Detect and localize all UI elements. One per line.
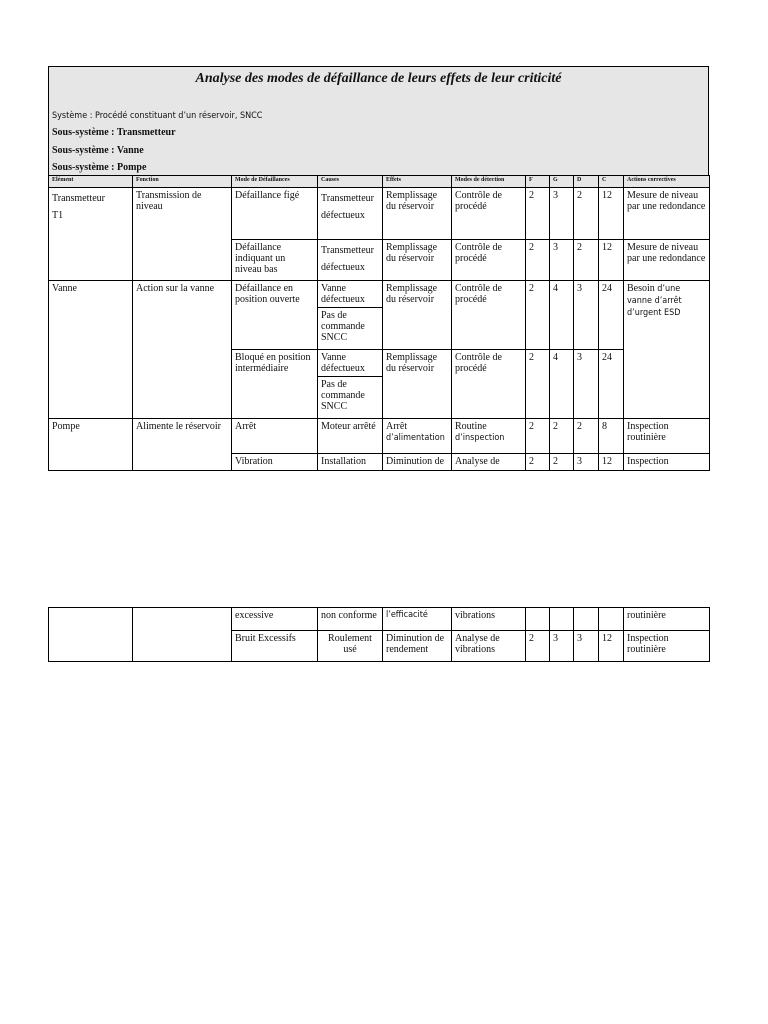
column-header: Fonction bbox=[133, 176, 232, 188]
frequency-cell: 2 bbox=[526, 188, 550, 240]
cause-cell: Vanne défectueux bbox=[318, 281, 383, 308]
detection-cell: Analyse de vibrations bbox=[452, 631, 526, 662]
table-header-row bbox=[49, 176, 710, 188]
function-cell bbox=[133, 608, 232, 662]
effect-cell: Arrêt d’alimentation bbox=[383, 419, 452, 454]
table-row bbox=[49, 419, 710, 454]
cause-cell: Pas de commande SNCC bbox=[318, 308, 383, 350]
action-cell: Mesure de niveau par une redondance bbox=[624, 188, 710, 240]
frequency-cell: 2 bbox=[526, 454, 550, 471]
effect-cell: Diminution de bbox=[383, 454, 452, 471]
cause-cell: Roulement usé bbox=[318, 631, 383, 662]
detection-cell: Contrôle de procédé bbox=[452, 240, 526, 281]
function-cell: Alimente le réservoir bbox=[133, 419, 232, 471]
frequency-cell: 2 bbox=[526, 419, 550, 454]
effect-cell: Remplissage du réservoir bbox=[383, 281, 452, 350]
action-cell: Inspection routinière bbox=[624, 419, 710, 454]
action-cell: routinière bbox=[624, 608, 710, 631]
column-header: F bbox=[526, 176, 550, 188]
cause-cell: Pas de commande SNCC bbox=[318, 377, 383, 419]
function-cell: Action sur la vanne bbox=[133, 281, 232, 419]
system-line: Système : Procédé constituant d’un réservoir, SNCC bbox=[52, 111, 263, 121]
detectability-cell: 3 bbox=[574, 631, 599, 662]
failure-mode-cell: Défaillance en position ouverte bbox=[232, 281, 318, 350]
severity-cell: 4 bbox=[550, 350, 574, 419]
cause-cell: non conforme bbox=[318, 608, 383, 631]
detectability-cell: 2 bbox=[574, 419, 599, 454]
failure-mode-cell: Vibration bbox=[232, 454, 318, 471]
detection-cell: Contrôle de procédé bbox=[452, 281, 526, 350]
detectability-cell: 2 bbox=[574, 240, 599, 281]
detection-cell: vibrations bbox=[452, 608, 526, 631]
document-header bbox=[48, 66, 709, 175]
failure-mode-cell: Défaillance figé bbox=[232, 188, 318, 240]
severity-cell: 3 bbox=[550, 240, 574, 281]
cause-cell: Transmetteur défectueux bbox=[318, 188, 383, 240]
subsystem-valve: Sous-système : Vanne bbox=[52, 145, 144, 156]
column-header: Causes bbox=[318, 176, 383, 188]
column-header: Effets bbox=[383, 176, 452, 188]
table-row bbox=[49, 281, 710, 308]
column-header: Elément bbox=[49, 176, 133, 188]
criticality-cell bbox=[599, 608, 624, 631]
column-header: Mode de Défaillances bbox=[232, 176, 318, 188]
element-cell bbox=[49, 608, 133, 662]
failure-mode-cell: Défaillance indiquant un niveau bas bbox=[232, 240, 318, 281]
column-header: Modes de détection bbox=[452, 176, 526, 188]
failure-mode-cell: excessive bbox=[232, 608, 318, 631]
fmea-table-continuation bbox=[48, 607, 710, 662]
subsystem-transmitter: Sous-système : Transmetteur bbox=[52, 127, 176, 138]
detection-cell: Contrôle de procédé bbox=[452, 350, 526, 419]
element-cell: Pompe bbox=[49, 419, 133, 471]
criticality-cell: 12 bbox=[599, 240, 624, 281]
cause-cell: Transmetteur défectueux bbox=[318, 240, 383, 281]
cause-cell: Vanne défectueux bbox=[318, 350, 383, 377]
action-cell: Inspection bbox=[624, 454, 710, 471]
effect-cell: l’efficacité bbox=[383, 608, 452, 631]
column-header: C bbox=[599, 176, 624, 188]
effect-cell: Remplissage du réservoir bbox=[383, 188, 452, 240]
failure-mode-cell: Bruit Excessifs bbox=[232, 631, 318, 662]
document-title: Analyse des modes de défaillance de leurs effets de leur criticité bbox=[195, 71, 562, 86]
detectability-cell: 3 bbox=[574, 454, 599, 471]
column-header: G bbox=[550, 176, 574, 188]
column-header: Actions correctives bbox=[624, 176, 710, 188]
detectability-cell: 3 bbox=[574, 350, 599, 419]
frequency-cell: 2 bbox=[526, 350, 550, 419]
detection-cell: Analyse de bbox=[452, 454, 526, 471]
failure-mode-cell: Bloqué en position intermédiaire bbox=[232, 350, 318, 419]
severity-cell: 4 bbox=[550, 281, 574, 350]
detectability-cell: 2 bbox=[574, 188, 599, 240]
severity-cell: 2 bbox=[550, 454, 574, 471]
frequency-cell: 2 bbox=[526, 240, 550, 281]
action-cell: Besoin d’une vanne d’arrêt d’urgent ESD bbox=[624, 281, 710, 419]
column-header: D bbox=[574, 176, 599, 188]
detectability-cell: 3 bbox=[574, 281, 599, 350]
table-row bbox=[49, 608, 710, 631]
action-cell: Mesure de niveau par une redondance bbox=[624, 240, 710, 281]
element-cell: Transmetteur T1 bbox=[49, 188, 133, 281]
severity-cell: 3 bbox=[550, 631, 574, 662]
frequency-cell bbox=[526, 608, 550, 631]
detectability-cell bbox=[574, 608, 599, 631]
criticality-cell: 12 bbox=[599, 454, 624, 471]
severity-cell: 2 bbox=[550, 419, 574, 454]
frequency-cell: 2 bbox=[526, 281, 550, 350]
effect-cell: Remplissage du réservoir bbox=[383, 240, 452, 281]
element-cell: Vanne bbox=[49, 281, 133, 419]
cause-cell: Moteur arrêté bbox=[318, 419, 383, 454]
table-row bbox=[49, 188, 710, 240]
action-cell: Inspection routinière bbox=[624, 631, 710, 662]
cause-cell: Installation bbox=[318, 454, 383, 471]
function-cell: Transmission de niveau bbox=[133, 188, 232, 281]
criticality-cell: 12 bbox=[599, 188, 624, 240]
severity-cell bbox=[550, 608, 574, 631]
fmea-table bbox=[48, 175, 710, 471]
criticality-cell: 12 bbox=[599, 631, 624, 662]
criticality-cell: 24 bbox=[599, 281, 624, 350]
subsystem-pump: Sous-système : Pompe bbox=[52, 162, 147, 173]
severity-cell: 3 bbox=[550, 188, 574, 240]
effect-cell: Diminution de rendement bbox=[383, 631, 452, 662]
effect-cell: Remplissage du réservoir bbox=[383, 350, 452, 419]
failure-mode-cell: Arrêt bbox=[232, 419, 318, 454]
detection-cell: Routine d’inspection bbox=[452, 419, 526, 454]
criticality-cell: 8 bbox=[599, 419, 624, 454]
frequency-cell: 2 bbox=[526, 631, 550, 662]
criticality-cell: 24 bbox=[599, 350, 624, 419]
detection-cell: Contrôle de procédé bbox=[452, 188, 526, 240]
